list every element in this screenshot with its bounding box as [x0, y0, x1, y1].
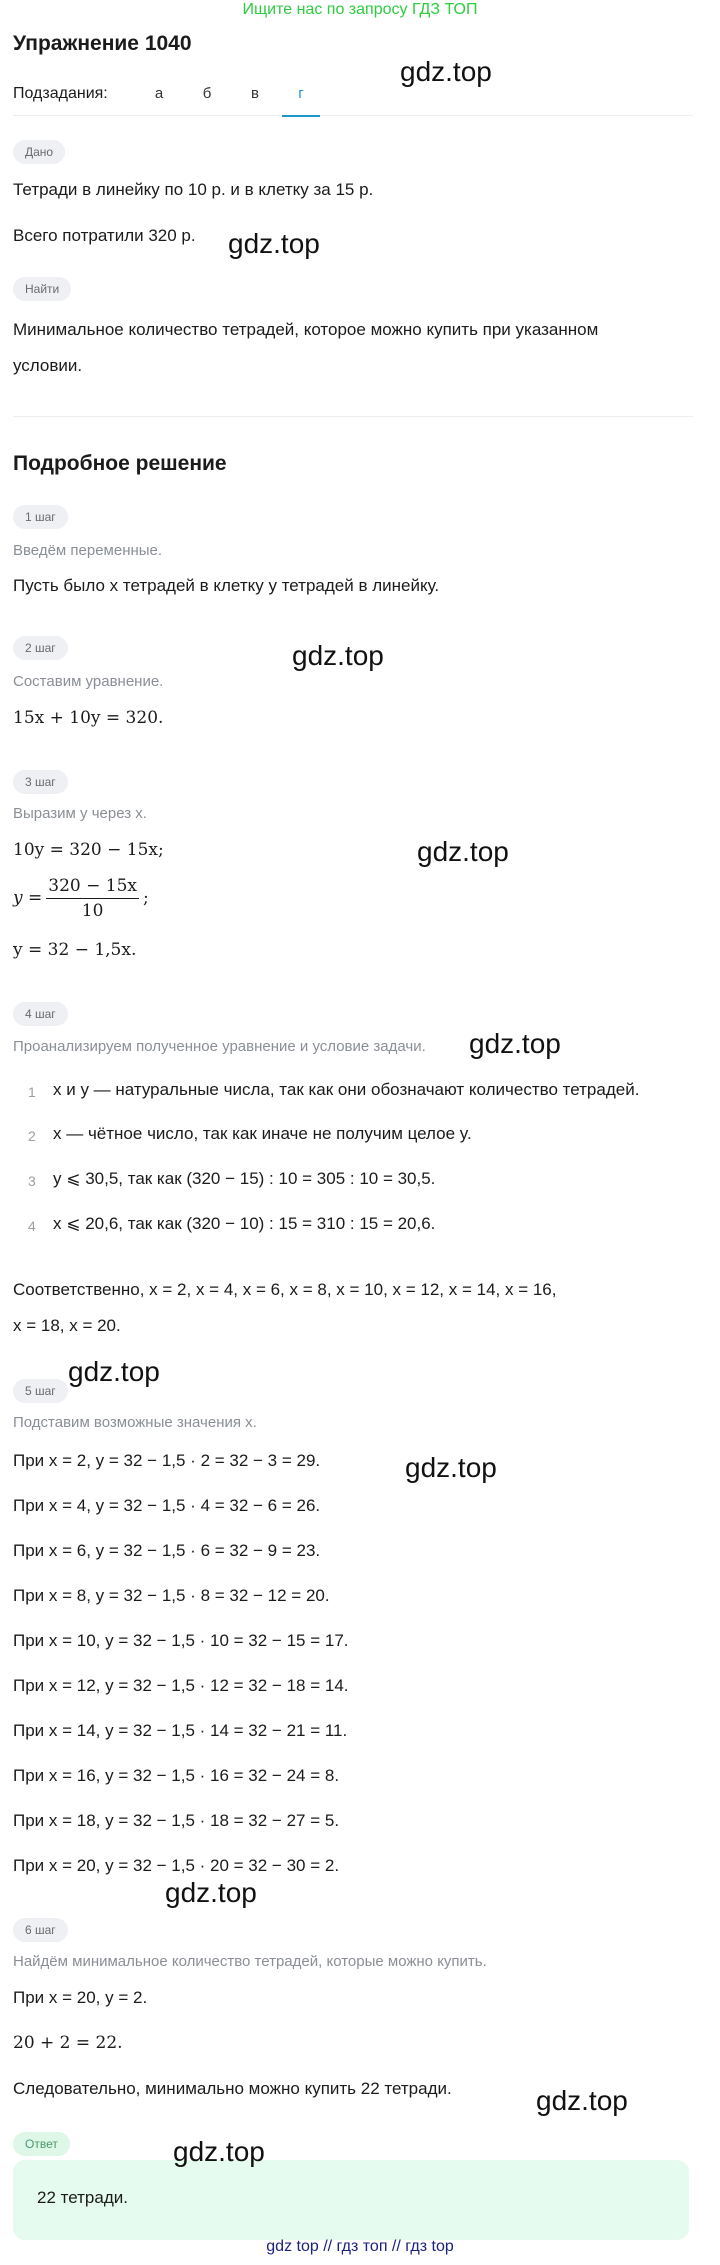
- step-3-pill: 3 шаг: [13, 770, 68, 794]
- substitution-row: При x = 14, y = 32 − 1,5 · 14 = 32 − 21 = 11.: [13, 1721, 348, 1740]
- tab-g[interactable]: г: [282, 85, 320, 117]
- list-number: 3: [28, 1173, 36, 1189]
- substitution-row: При x = 10, y = 32 − 1,5 · 10 = 32 − 15 = 17.: [13, 1631, 349, 1650]
- section-divider: [13, 416, 693, 417]
- find-line-2: условии.: [13, 356, 83, 375]
- step-5-pill: 5 шаг: [13, 1379, 68, 1403]
- watermark: gdz.top: [173, 2136, 265, 2167]
- top-banner[interactable]: Ищите нас по запросу ГДЗ ТОП: [242, 1, 478, 18]
- list-number: 2: [28, 1128, 36, 1144]
- list-item: x и y — натуральные числа, так как они обозначают количество тетрадей.: [53, 1080, 640, 1099]
- watermark: gdz.top: [405, 1452, 497, 1483]
- subtasks-label: Подзадания:: [13, 85, 108, 102]
- step-6-line-3: Следовательно, минимально можно купить 22 тетради.: [13, 2079, 452, 2098]
- substitution-row: При x = 2, y = 32 − 1,5 · 2 = 32 − 3 = 29.: [13, 1451, 321, 1470]
- watermark: gdz.top: [228, 228, 320, 259]
- watermark: gdz.top: [417, 836, 509, 867]
- watermark: gdz.top: [165, 1877, 257, 1908]
- substitution-row: При x = 12, y = 32 − 1,5 · 12 = 32 − 18 = 14.: [13, 1676, 349, 1695]
- step-4-conclusion-1: Соответственно, x = 2, x = 4, x = 6, x = 8, x = 10, x = 12, x = 14, x = 16,: [13, 1280, 557, 1299]
- step-4-hint: Проанализируем полученное уравнение и условие задачи.: [13, 1038, 426, 1055]
- substitution-row: При x = 8, y = 32 − 1,5 · 8 = 32 − 12 = 20.: [13, 1586, 330, 1605]
- list-number: 1: [28, 1084, 36, 1100]
- step-5-hint: Подставим возможные значения x.: [13, 1414, 257, 1431]
- step-6-hint: Найдём минимальное количество тетрадей, которые можно купить.: [13, 1953, 487, 1970]
- step-1-text: Пусть было x тетрадей в клетку y тетрадей в линейку.: [13, 576, 440, 595]
- watermark: gdz.top: [400, 56, 492, 87]
- step-6-pill: 6 шаг: [13, 1918, 68, 1942]
- substitution-row: При x = 18, y = 32 − 1,5 · 18 = 32 − 27 = 5.: [13, 1811, 340, 1830]
- fraction-denominator: 10: [81, 901, 104, 921]
- step-1-pill: 1 шаг: [13, 505, 68, 529]
- tab-v[interactable]: в: [251, 85, 259, 102]
- step-6-line-2: 20 + 2 = 22.: [13, 2033, 123, 2053]
- answer-pill: Ответ: [13, 2132, 70, 2156]
- subtasks-bar: [13, 85, 693, 116]
- substitution-row: При x = 16, y = 32 − 1,5 · 16 = 32 − 24 = 8.: [13, 1766, 340, 1785]
- substitution-row: При x = 4, y = 32 − 1,5 · 4 = 32 − 6 = 26.: [13, 1496, 321, 1515]
- list-item: y ⩽ 30,5, так как (320 − 15) : 10 = 305 : 10 = 30,5.: [53, 1169, 436, 1188]
- answer-box: [13, 2160, 689, 2240]
- step-2-equation: 15x + 10y = 320.: [13, 708, 164, 728]
- list-item: x ⩽ 20,6, так как (320 − 10) : 15 = 310 : 15 = 20,6.: [53, 1214, 436, 1233]
- step-3-equation-1: 10y = 320 − 15x;: [13, 840, 164, 860]
- fraction-numerator: 320 − 15x: [46, 874, 139, 899]
- step-2-pill: 2 шаг: [13, 636, 68, 660]
- footer-links[interactable]: gdz top // гдз топ // гдз top: [266, 2238, 454, 2255]
- page-title: Упражнение 1040: [13, 32, 192, 55]
- tab-a[interactable]: а: [154, 85, 164, 102]
- list-item: x — чётное число, так как иначе не получим целое y.: [53, 1124, 472, 1143]
- step-4-conclusion-2: x = 18, x = 20.: [13, 1316, 121, 1335]
- substitution-row: При x = 20, y = 32 − 1,5 · 20 = 32 − 30 = 2.: [13, 1856, 340, 1875]
- step-6-line-1: При x = 20, y = 2.: [13, 1988, 148, 2007]
- watermark: gdz.top: [292, 640, 384, 671]
- tab-b[interactable]: б: [202, 85, 212, 102]
- given-pill: Дано: [13, 140, 65, 164]
- list-number: 4: [28, 1218, 36, 1234]
- given-line-2: Всего потратили 320 р.: [13, 226, 196, 245]
- substitution-row: При x = 6, y = 32 − 1,5 · 6 = 32 − 9 = 23.: [13, 1541, 321, 1560]
- watermark: gdz.top: [536, 2085, 628, 2116]
- find-pill: Найти: [13, 277, 71, 301]
- step-3-equation-3: y = 32 − 1,5x.: [13, 940, 137, 960]
- watermark: gdz.top: [469, 1028, 561, 1059]
- step-4-pill: 4 шаг: [13, 1002, 68, 1026]
- step-2-hint: Составим уравнение.: [13, 673, 164, 690]
- step-3-equation-2: y = $\frac{320 - 15x}{10}$ ;: [13, 876, 149, 921]
- given-line-1: Тетради в линейку по 10 р. и в клетку за 15 р.: [13, 180, 374, 199]
- step-1-hint: Введём переменные.: [13, 542, 163, 559]
- watermark: gdz.top: [68, 1356, 160, 1387]
- answer-text: 22 тетради.: [37, 2188, 128, 2207]
- solution-title: Подробное решение: [13, 452, 227, 475]
- step-3-hint: Выразим y через x.: [13, 805, 147, 822]
- find-line-1: Минимальное количество тетрадей, которое можно купить при указанном: [13, 320, 599, 339]
